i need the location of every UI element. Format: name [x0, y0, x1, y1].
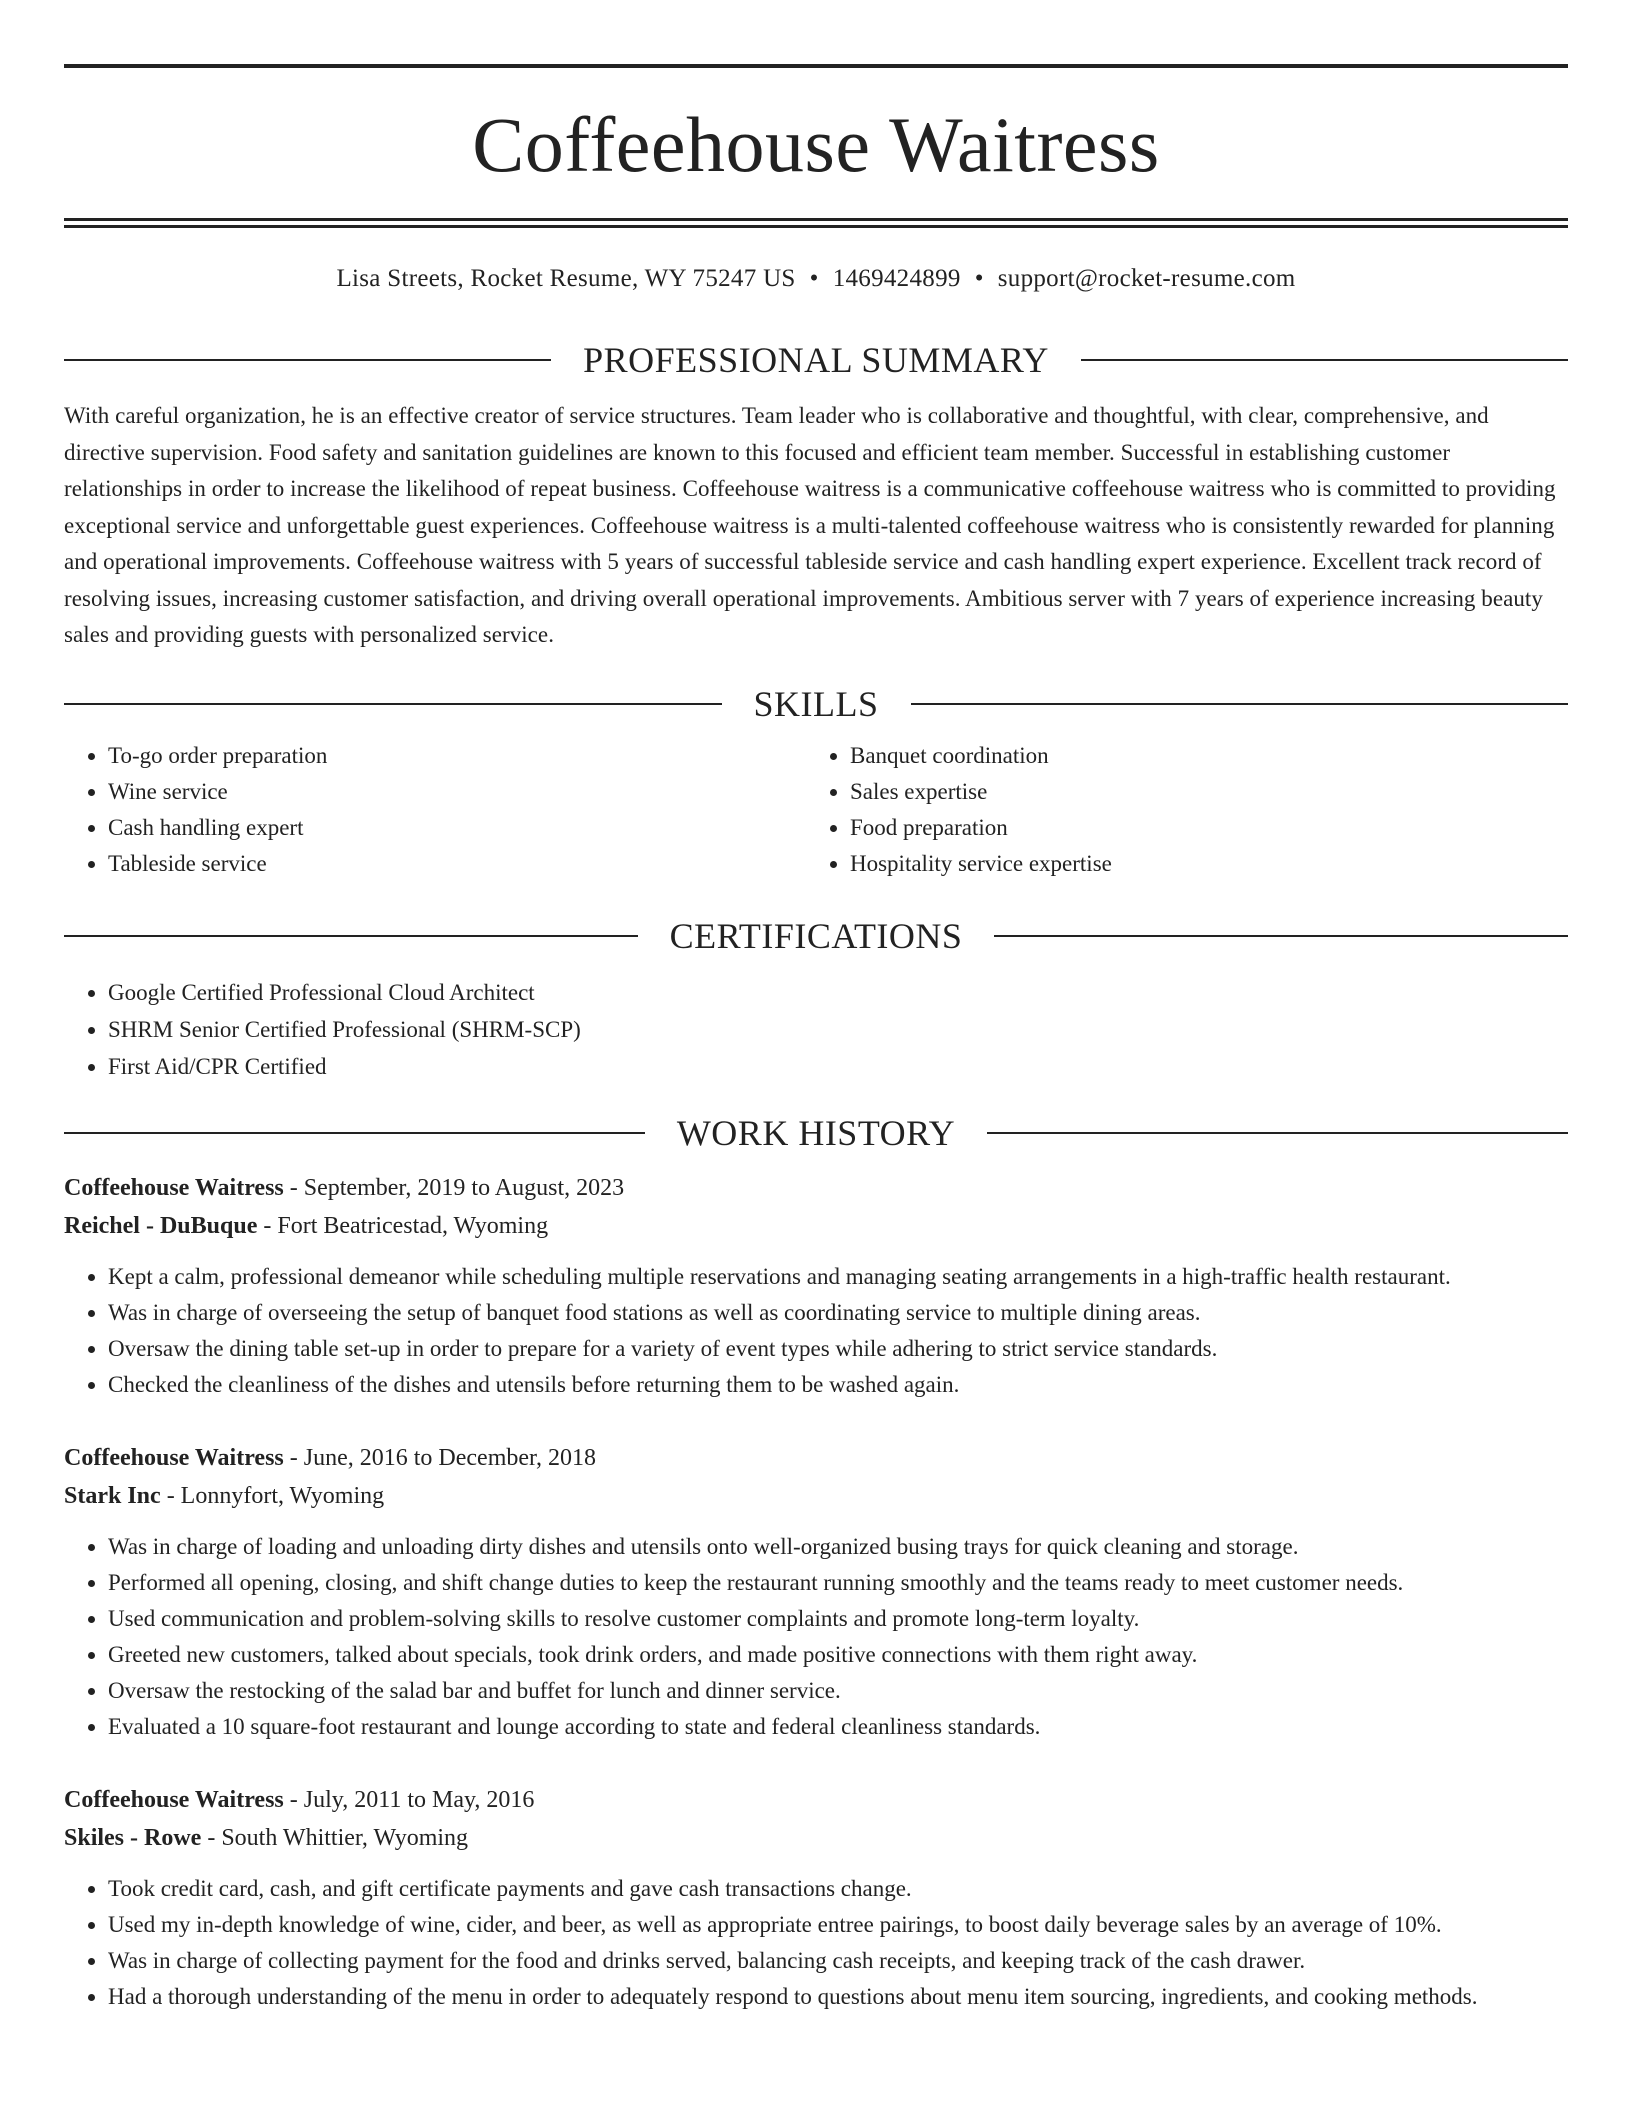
- skills-column-left: [64, 738, 806, 882]
- job-company-line: [64, 1207, 1568, 1245]
- job-bullets: [64, 1259, 1568, 1403]
- certification-item: • SHRM Senior Certified Professional (SHRM-SCP): [108, 1011, 1568, 1048]
- summary-section-header: [64, 342, 1568, 378]
- contact-address: Lisa Streets, Rocket Resume, WY 75247 US: [336, 265, 796, 292]
- header-top-rule: [64, 64, 1568, 68]
- job-bullet: • Was in charge of collecting payment for the food and drinks served, balancing cash receipts, and keeping track of the cash drawer.: [108, 1943, 1568, 1979]
- skill-item: • Wine service: [108, 774, 806, 810]
- header-double-rule: [64, 218, 1568, 228]
- skills-grid: [64, 738, 1568, 882]
- job-bullets: [64, 1871, 1568, 2015]
- job-dates: - June, 2016 to December, 2018: [283, 1444, 597, 1471]
- job-title-line: [64, 1439, 1568, 1477]
- job-bullet: • Kept a calm, professional demeanor while scheduling multiple reservations and managing seating arrangements in a high-traffic health restaurant.: [108, 1259, 1568, 1295]
- skills-heading: SKILLS: [753, 683, 879, 724]
- resume-name: Coffeehouse Waitress: [472, 101, 1160, 188]
- job-bullet: • Oversaw the dining table set-up in order to prepare for a variety of event types while adhering to strict service standards.: [108, 1331, 1568, 1367]
- job-entry: [64, 1439, 1568, 1745]
- job-bullet: • Used my in-depth knowledge of wine, cider, and beer, as well as appropriate entree pairings, to boost daily beverage sales by an average of 10%.: [108, 1907, 1568, 1943]
- job-bullets: [64, 1529, 1568, 1745]
- job-title-line: [64, 1781, 1568, 1819]
- job-dates: - September, 2019 to August, 2023: [283, 1174, 625, 1201]
- skill-item: • Sales expertise: [850, 774, 1548, 810]
- job-bullet: • Had a thorough understanding of the menu in order to adequately respond to questions about menu item sourcing, ingredients, and cooking methods.: [108, 1979, 1568, 2015]
- job-bullet: • Oversaw the restocking of the salad bar and buffet for lunch and dinner service.: [108, 1673, 1568, 1709]
- job-title: Coffeehouse Waitress: [64, 1444, 284, 1471]
- resume-page: [64, 0, 1568, 2015]
- job-title: Coffeehouse Waitress: [64, 1786, 284, 1813]
- certifications-section-header: [64, 915, 1568, 956]
- job-company-line: [64, 1819, 1568, 1857]
- divider-line: [994, 935, 1568, 937]
- job-bullet: • Was in charge of loading and unloading dirty dishes and utensils onto well-organized busing trays for quick cleaning and storage.: [108, 1529, 1568, 1565]
- divider-line: [64, 703, 722, 705]
- skill-item: • Cash handling expert: [108, 810, 806, 846]
- contact-separator: •: [809, 265, 819, 292]
- contact-email: support@rocket-resume.com: [997, 265, 1296, 292]
- job-location: - Lonnyfort, Wyoming: [160, 1482, 385, 1509]
- contact-phone: 1469424899: [832, 265, 961, 292]
- certification-item: • First Aid/CPR Certified: [108, 1048, 1568, 1085]
- skill-item: • Banquet coordination: [850, 738, 1548, 774]
- job-company: Skiles - Rowe: [64, 1824, 202, 1851]
- job-bullet: • Took credit card, cash, and gift certificate payments and gave cash transactions change.: [108, 1871, 1568, 1907]
- contact-line: [64, 264, 1568, 294]
- summary-heading: PROFESSIONAL SUMMARY: [583, 340, 1049, 380]
- skill-item: • Food preparation: [850, 810, 1548, 846]
- job-bullet: • Checked the cleanliness of the dishes and utensils before returning them to be washed again.: [108, 1367, 1568, 1403]
- divider-line: [64, 1132, 645, 1134]
- job-company-line: [64, 1477, 1568, 1515]
- divider-line: [64, 359, 551, 361]
- job-location: - Fort Beatricestad, Wyoming: [257, 1212, 549, 1239]
- divider-line: [1081, 359, 1568, 361]
- job-company: Stark Inc: [64, 1482, 161, 1509]
- job-title-line: [64, 1169, 1568, 1207]
- job-bullet: • Evaluated a 10 square-foot restaurant and lounge according to state and federal cleanliness standards.: [108, 1709, 1568, 1745]
- skill-item: • To-go order preparation: [108, 738, 806, 774]
- job-entry: [64, 1781, 1568, 2015]
- job-bullet: • Performed all opening, closing, and shift change duties to keep the restaurant running smoothly and the teams ready to meet customer needs.: [108, 1565, 1568, 1601]
- work-history-heading: WORK HISTORY: [676, 1112, 956, 1153]
- divider-line: [987, 1132, 1568, 1134]
- job-bullet: • Used communication and problem-solving skills to resolve customer complaints and promote long-term loyalty.: [108, 1601, 1568, 1637]
- job-bullet: • Greeted new customers, talked about specials, took drink orders, and made positive connections with them right away.: [108, 1637, 1568, 1673]
- certifications-list: [64, 974, 1568, 1085]
- summary-text: With careful organization, he is an effective creator of service structures. Team leader who is collaborative and thoughtful, with clear, comprehensive, and directive supervision. Food safety and sanitation guidelines are known to this focused and efficient team member. Successful in establishing customer relationships in order to increase the likelihood of repeat business. Coffeehouse waitress is a communicative coffeehouse waitress who is committed to providing exceptional service and unforgettable guest experiences. Coffeehouse waitress is a multi-talented coffeehouse waitress who is consistently rewarded for planning and operational improvements. Coffeehouse waitress with 5 years of successful tableside service and cash handling expert experience. Excellent track record of resolving issues, increasing customer satisfaction, and driving overall operational improvements. Ambitious server with 7 years of experience increasing beauty sales and providing guests with personalized service.: [64, 403, 1556, 647]
- skill-item: • Tableside service: [108, 846, 806, 882]
- certifications-heading: CERTIFICATIONS: [669, 915, 963, 956]
- divider-line: [64, 935, 638, 937]
- skills-column-right: [806, 738, 1548, 882]
- job-company: Reichel - DuBuque: [64, 1212, 258, 1239]
- skill-item: • Hospitality service expertise: [850, 846, 1548, 882]
- job-location: - South Whittier, Wyoming: [201, 1824, 469, 1851]
- work-history-section-header: [64, 1112, 1568, 1153]
- job-bullet: • Was in charge of overseeing the setup of banquet food stations as well as coordinating service to multiple dining areas.: [108, 1295, 1568, 1331]
- job-entry: [64, 1169, 1568, 1403]
- job-dates: - July, 2011 to May, 2016: [283, 1786, 535, 1813]
- contact-separator: •: [974, 265, 984, 292]
- skills-section-header: [64, 683, 1568, 724]
- job-title: Coffeehouse Waitress: [64, 1174, 284, 1201]
- certification-item: • Google Certified Professional Cloud Architect: [108, 974, 1568, 1011]
- divider-line: [911, 703, 1569, 705]
